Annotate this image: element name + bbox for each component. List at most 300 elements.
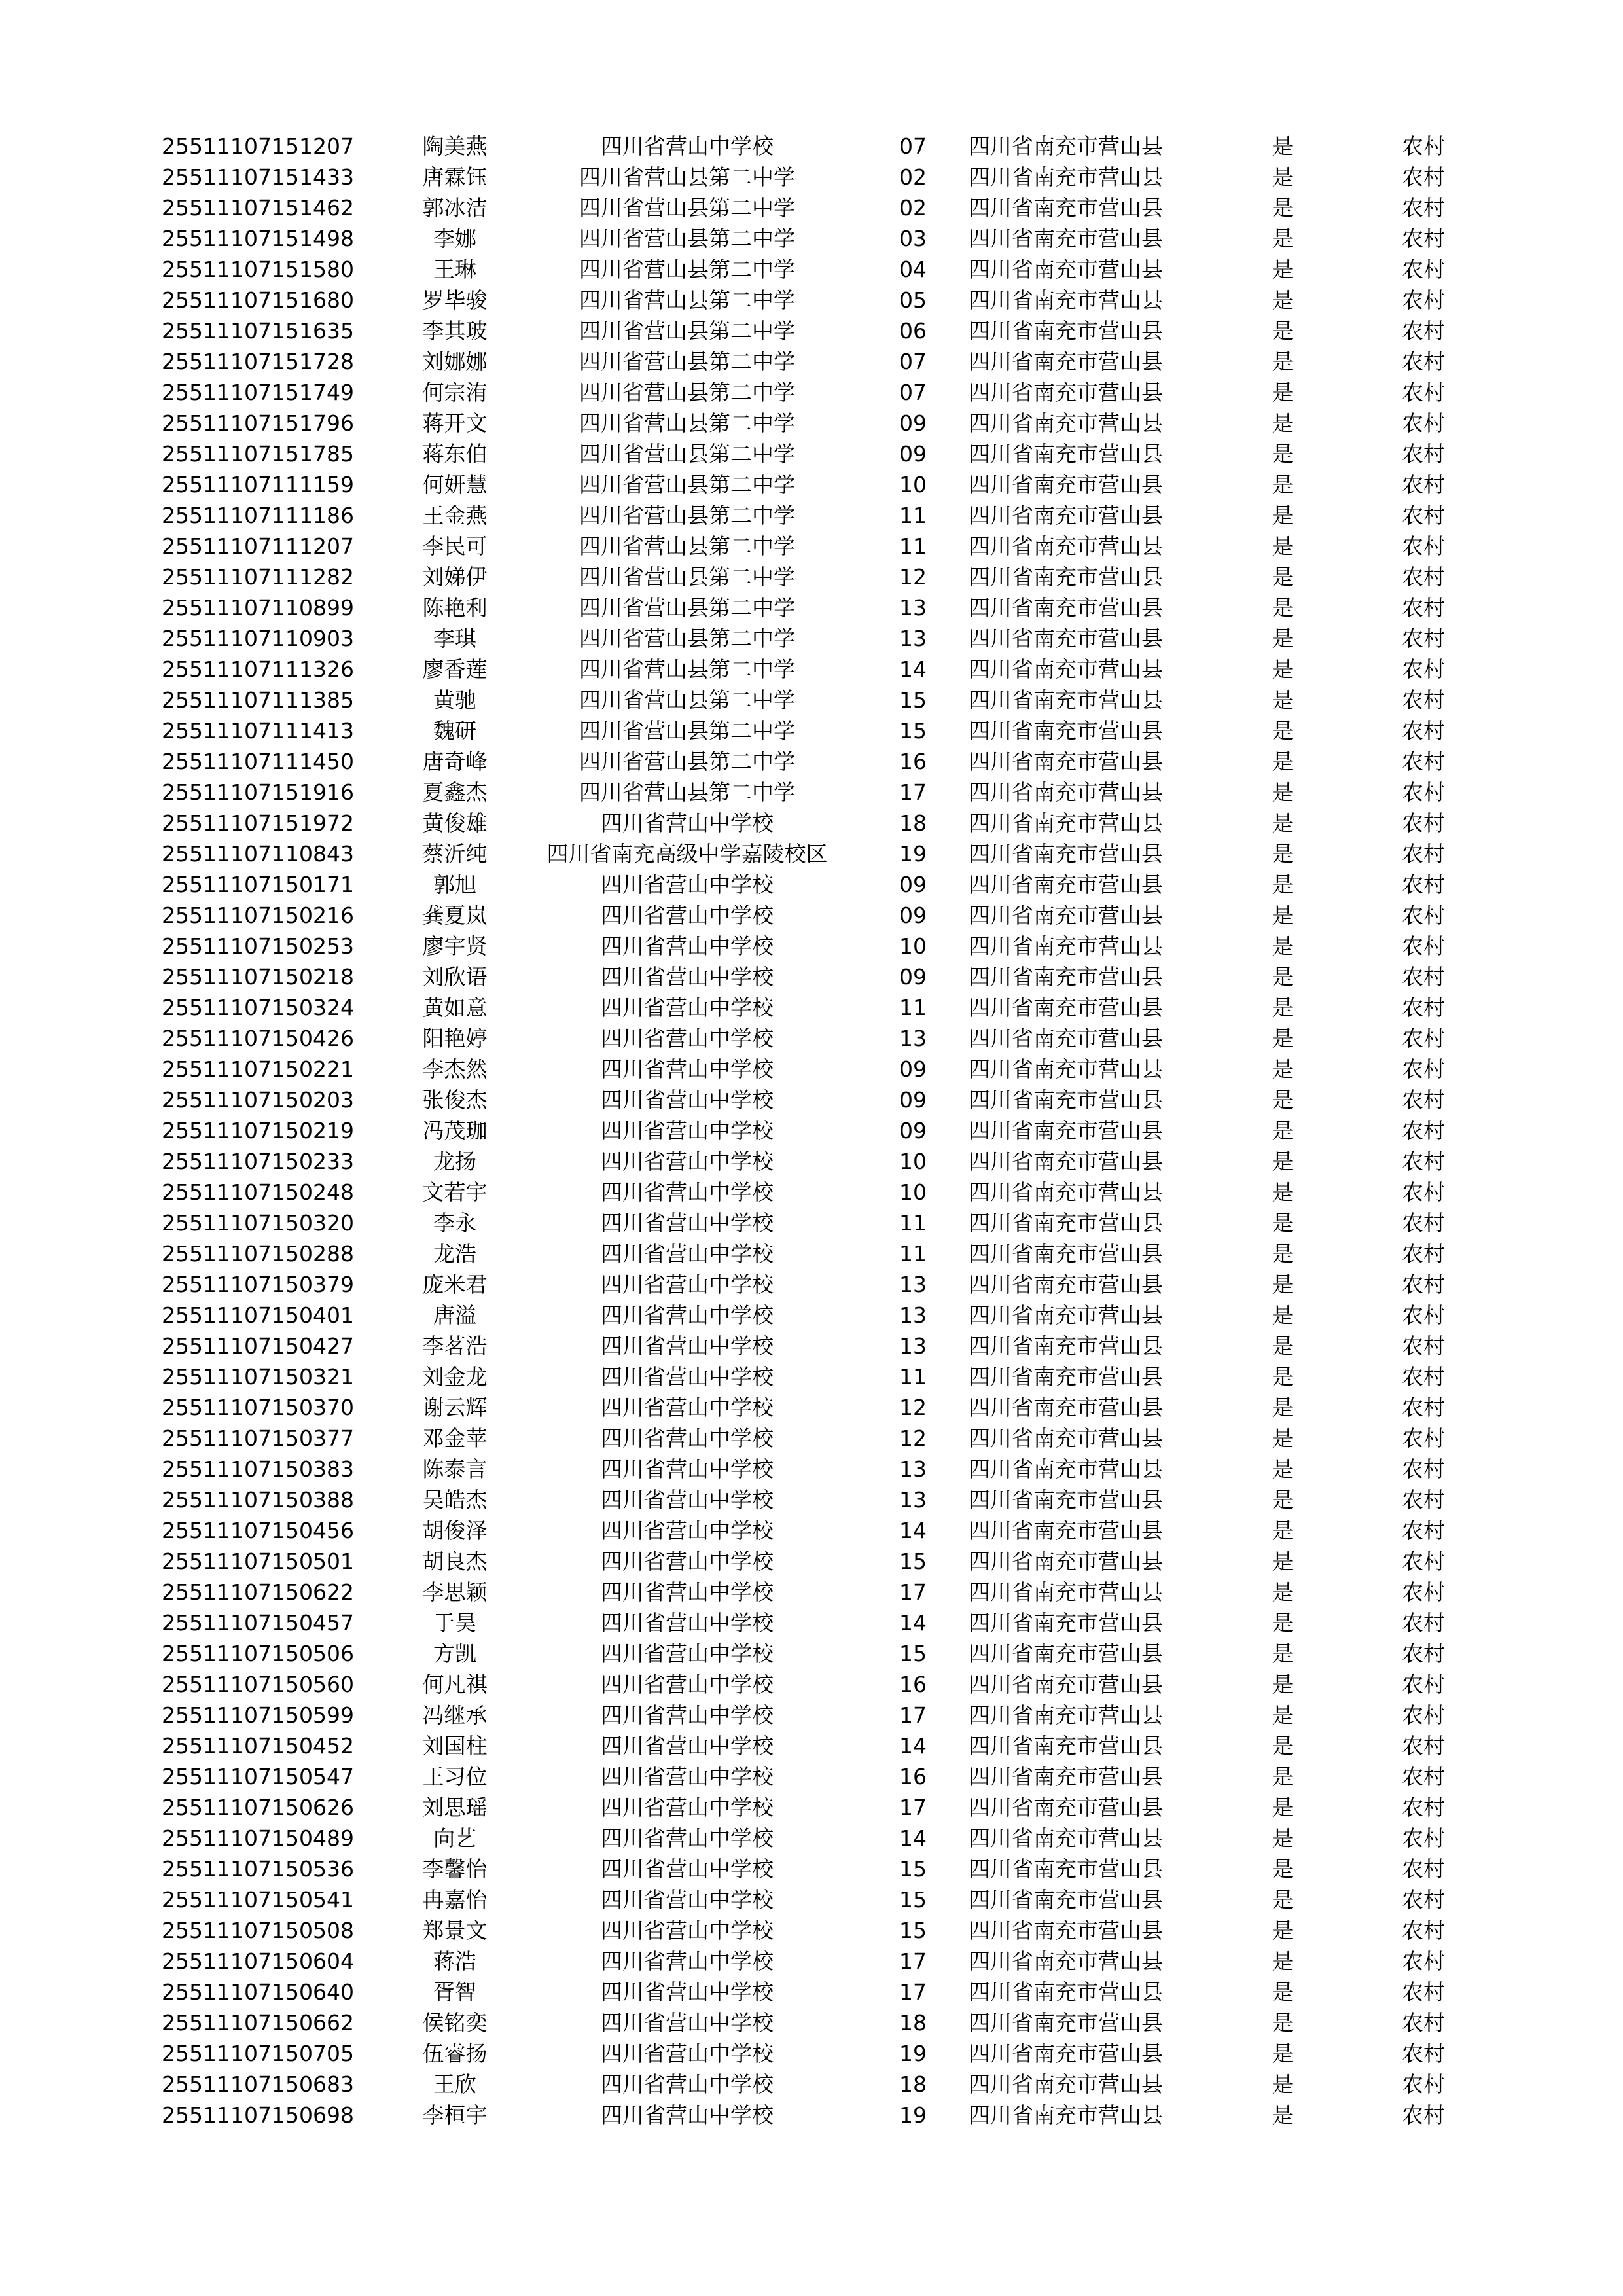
student-name-cell: 夏鑫杰 bbox=[422, 780, 488, 805]
area-type-cell: 农村 bbox=[1402, 1272, 1445, 1297]
table-row bbox=[0, 1392, 1623, 1423]
exam-id-cell: 25511107150457 bbox=[162, 1610, 354, 1636]
table-row bbox=[0, 1269, 1623, 1300]
school-cell: 四川省营山中学校 bbox=[601, 933, 774, 959]
student-name-cell: 邓金苹 bbox=[422, 1426, 488, 1451]
region-cell: 四川省南充市营山县 bbox=[969, 1426, 1163, 1451]
student-name-cell: 王金燕 bbox=[422, 503, 488, 528]
flag-cell: 是 bbox=[1272, 533, 1294, 559]
school-cell: 四川省营山县第二中学 bbox=[579, 687, 795, 713]
exam-id-cell: 25511107110899 bbox=[162, 595, 354, 620]
school-cell: 四川省营山中学校 bbox=[601, 1302, 774, 1328]
code-cell: 14 bbox=[899, 1733, 927, 1759]
student-name-cell: 冯茂珈 bbox=[422, 1118, 488, 1143]
flag-cell: 是 bbox=[1272, 2041, 1294, 2066]
region-cell: 四川省南充市营山县 bbox=[969, 1918, 1163, 1943]
region-cell: 四川省南充市营山县 bbox=[969, 1056, 1163, 1082]
flag-cell: 是 bbox=[1272, 1210, 1294, 1236]
area-type-cell: 农村 bbox=[1402, 749, 1445, 774]
code-cell: 09 bbox=[899, 410, 927, 436]
region-cell: 四川省南充市营山县 bbox=[969, 1149, 1163, 1174]
area-type-cell: 农村 bbox=[1402, 872, 1445, 897]
exam-id-cell: 25511107150379 bbox=[162, 1272, 354, 1297]
student-name-cell: 胥智 bbox=[433, 1979, 476, 2005]
flag-cell: 是 bbox=[1272, 841, 1294, 867]
area-type-cell: 农村 bbox=[1402, 1149, 1445, 1174]
area-type-cell: 农村 bbox=[1402, 1118, 1445, 1143]
area-type-cell: 农村 bbox=[1402, 933, 1445, 959]
code-cell: 13 bbox=[899, 1456, 927, 1482]
region-cell: 四川省南充市营山县 bbox=[969, 1272, 1163, 1297]
school-cell: 四川省营山县第二中学 bbox=[579, 380, 795, 405]
code-cell: 17 bbox=[899, 1795, 927, 1820]
student-name-cell: 廖宇贤 bbox=[422, 933, 488, 959]
student-name-cell: 王习位 bbox=[422, 1764, 488, 1789]
code-cell: 07 bbox=[899, 380, 927, 405]
school-cell: 四川省营山县第二中学 bbox=[579, 287, 795, 313]
table-row bbox=[0, 1915, 1623, 1946]
area-type-cell: 农村 bbox=[1402, 2072, 1445, 2097]
flag-cell: 是 bbox=[1272, 749, 1294, 774]
area-type-cell: 农村 bbox=[1402, 780, 1445, 805]
student-name-cell: 于昊 bbox=[433, 1610, 476, 1636]
exam-id-cell: 25511107150324 bbox=[162, 995, 354, 1020]
region-cell: 四川省南充市营山县 bbox=[969, 933, 1163, 959]
student-name-cell: 何凡祺 bbox=[422, 1672, 488, 1697]
student-name-cell: 刘欣语 bbox=[422, 964, 488, 990]
flag-cell: 是 bbox=[1272, 195, 1294, 221]
area-type-cell: 农村 bbox=[1402, 1426, 1445, 1451]
region-cell: 四川省南充市营山县 bbox=[969, 349, 1163, 374]
exam-id-cell: 25511107150233 bbox=[162, 1149, 354, 1174]
region-cell: 四川省南充市营山县 bbox=[969, 164, 1163, 190]
exam-id-cell: 25511107150401 bbox=[162, 1302, 354, 1328]
area-type-cell: 农村 bbox=[1402, 626, 1445, 651]
flag-cell: 是 bbox=[1272, 226, 1294, 251]
flag-cell: 是 bbox=[1272, 780, 1294, 805]
student-name-cell: 刘思瑶 bbox=[422, 1795, 488, 1820]
region-cell: 四川省南充市营山县 bbox=[969, 1210, 1163, 1236]
flag-cell: 是 bbox=[1272, 1549, 1294, 1574]
code-cell: 15 bbox=[899, 1918, 927, 1943]
area-type-cell: 农村 bbox=[1402, 533, 1445, 559]
school-cell: 四川省营山中学校 bbox=[601, 1518, 774, 1543]
exam-id-cell: 25511107150171 bbox=[162, 872, 354, 897]
area-type-cell: 农村 bbox=[1402, 1764, 1445, 1789]
flag-cell: 是 bbox=[1272, 964, 1294, 990]
flag-cell: 是 bbox=[1272, 810, 1294, 836]
area-type-cell: 农村 bbox=[1402, 1518, 1445, 1543]
flag-cell: 是 bbox=[1272, 287, 1294, 313]
code-cell: 11 bbox=[899, 995, 927, 1020]
student-name-cell: 李琪 bbox=[433, 626, 476, 651]
code-cell: 11 bbox=[899, 1210, 927, 1236]
table-row bbox=[0, 162, 1623, 192]
area-type-cell: 农村 bbox=[1402, 134, 1445, 159]
exam-id-cell: 25511107150501 bbox=[162, 1549, 354, 1574]
student-name-cell: 廖香莲 bbox=[422, 656, 488, 682]
student-name-cell: 龙浩 bbox=[433, 1241, 476, 1266]
flag-cell: 是 bbox=[1272, 1918, 1294, 1943]
school-cell: 四川省营山县第二中学 bbox=[579, 595, 795, 620]
school-cell: 四川省营山中学校 bbox=[601, 1795, 774, 1820]
student-name-cell: 罗毕骏 bbox=[422, 287, 488, 313]
student-name-cell: 侯铭奕 bbox=[422, 2010, 488, 2036]
student-name-cell: 黄俊雄 bbox=[422, 810, 488, 836]
flag-cell: 是 bbox=[1272, 1056, 1294, 1082]
exam-id-cell: 25511107111385 bbox=[162, 687, 354, 713]
area-type-cell: 农村 bbox=[1402, 841, 1445, 867]
code-cell: 13 bbox=[899, 595, 927, 620]
area-type-cell: 农村 bbox=[1402, 1948, 1445, 1974]
table-row bbox=[0, 1484, 1623, 1515]
school-cell: 四川省营山中学校 bbox=[601, 1456, 774, 1482]
flag-cell: 是 bbox=[1272, 1979, 1294, 2005]
area-type-cell: 农村 bbox=[1402, 687, 1445, 713]
table-row bbox=[0, 715, 1623, 746]
student-name-cell: 蔡沂纯 bbox=[422, 841, 488, 867]
region-cell: 四川省南充市营山县 bbox=[969, 1487, 1163, 1513]
flag-cell: 是 bbox=[1272, 318, 1294, 344]
student-name-cell: 胡俊泽 bbox=[422, 1518, 488, 1543]
school-cell: 四川省营山中学校 bbox=[601, 1179, 774, 1205]
student-name-cell: 魏研 bbox=[433, 718, 476, 744]
student-name-cell: 龙扬 bbox=[433, 1149, 476, 1174]
area-type-cell: 农村 bbox=[1402, 503, 1445, 528]
student-name-cell: 李娜 bbox=[433, 226, 476, 251]
flag-cell: 是 bbox=[1272, 1487, 1294, 1513]
school-cell: 四川省营山中学校 bbox=[601, 1948, 774, 1974]
exam-id-cell: 25511107150388 bbox=[162, 1487, 354, 1513]
table-row bbox=[0, 1854, 1623, 1884]
student-name-cell: 郭旭 bbox=[433, 872, 476, 897]
table-row bbox=[0, 1423, 1623, 1454]
school-cell: 四川省营山县第二中学 bbox=[579, 533, 795, 559]
table-row bbox=[0, 1300, 1623, 1331]
flag-cell: 是 bbox=[1272, 410, 1294, 436]
flag-cell: 是 bbox=[1272, 1333, 1294, 1359]
table-row bbox=[0, 1884, 1623, 1915]
table-row bbox=[0, 746, 1623, 777]
area-type-cell: 农村 bbox=[1402, 164, 1445, 190]
region-cell: 四川省南充市营山县 bbox=[969, 872, 1163, 897]
table-row bbox=[0, 808, 1623, 838]
student-name-cell: 唐奇峰 bbox=[422, 749, 488, 774]
code-cell: 02 bbox=[899, 195, 927, 221]
area-type-cell: 农村 bbox=[1402, 1302, 1445, 1328]
region-cell: 四川省南充市营山县 bbox=[969, 1795, 1163, 1820]
code-cell: 17 bbox=[899, 780, 927, 805]
region-cell: 四川省南充市营山县 bbox=[969, 533, 1163, 559]
exam-id-cell: 25511107150698 bbox=[162, 2102, 354, 2128]
code-cell: 13 bbox=[899, 1272, 927, 1297]
code-cell: 16 bbox=[899, 1764, 927, 1789]
area-type-cell: 农村 bbox=[1402, 441, 1445, 467]
code-cell: 13 bbox=[899, 1487, 927, 1513]
code-cell: 18 bbox=[899, 810, 927, 836]
code-cell: 10 bbox=[899, 1179, 927, 1205]
area-type-cell: 农村 bbox=[1402, 1456, 1445, 1482]
school-cell: 四川省营山县第二中学 bbox=[579, 164, 795, 190]
region-cell: 四川省南充市营山县 bbox=[969, 1702, 1163, 1728]
table-row bbox=[0, 1146, 1623, 1177]
region-cell: 四川省南充市营山县 bbox=[969, 1641, 1163, 1666]
school-cell: 四川省营山中学校 bbox=[601, 1364, 774, 1390]
code-cell: 15 bbox=[899, 1549, 927, 1574]
school-cell: 四川省营山中学校 bbox=[601, 1610, 774, 1636]
region-cell: 四川省南充市营山县 bbox=[969, 626, 1163, 651]
exam-id-cell: 25511107150452 bbox=[162, 1733, 354, 1759]
exam-id-cell: 25511107151785 bbox=[162, 441, 354, 467]
area-type-cell: 农村 bbox=[1402, 2041, 1445, 2066]
student-name-cell: 李杰然 bbox=[422, 1056, 488, 1082]
flag-cell: 是 bbox=[1272, 1179, 1294, 1205]
school-cell: 四川省营山中学校 bbox=[601, 1026, 774, 1051]
flag-cell: 是 bbox=[1272, 1887, 1294, 1912]
student-name-cell: 谢云辉 bbox=[422, 1395, 488, 1420]
exam-id-cell: 25511107151749 bbox=[162, 380, 354, 405]
exam-id-cell: 25511107151916 bbox=[162, 780, 354, 805]
flag-cell: 是 bbox=[1272, 1856, 1294, 1882]
school-cell: 四川省营山县第二中学 bbox=[579, 780, 795, 805]
region-cell: 四川省南充市营山县 bbox=[969, 1610, 1163, 1636]
school-cell: 四川省营山县第二中学 bbox=[579, 749, 795, 774]
exam-id-cell: 25511107111159 bbox=[162, 472, 354, 497]
school-cell: 四川省营山中学校 bbox=[601, 1395, 774, 1420]
area-type-cell: 农村 bbox=[1402, 656, 1445, 682]
region-cell: 四川省南充市营山县 bbox=[969, 810, 1163, 836]
area-type-cell: 农村 bbox=[1402, 995, 1445, 1020]
flag-cell: 是 bbox=[1272, 656, 1294, 682]
region-cell: 四川省南充市营山县 bbox=[969, 718, 1163, 744]
code-cell: 17 bbox=[899, 1579, 927, 1605]
table-row bbox=[0, 1823, 1623, 1854]
table-row bbox=[0, 285, 1623, 315]
area-type-cell: 农村 bbox=[1402, 2102, 1445, 2128]
code-cell: 07 bbox=[899, 349, 927, 374]
area-type-cell: 农村 bbox=[1402, 595, 1445, 620]
school-cell: 四川省营山中学校 bbox=[601, 1426, 774, 1451]
table-row bbox=[0, 900, 1623, 931]
table-row bbox=[0, 931, 1623, 961]
flag-cell: 是 bbox=[1272, 1395, 1294, 1420]
flag-cell: 是 bbox=[1272, 1364, 1294, 1390]
exam-id-cell: 25511107110903 bbox=[162, 626, 354, 651]
exam-id-cell: 25511107150383 bbox=[162, 1456, 354, 1482]
code-cell: 13 bbox=[899, 1026, 927, 1051]
code-cell: 10 bbox=[899, 933, 927, 959]
exam-id-cell: 25511107150426 bbox=[162, 1026, 354, 1051]
area-type-cell: 农村 bbox=[1402, 195, 1445, 221]
exam-id-cell: 25511107150203 bbox=[162, 1087, 354, 1113]
student-name-cell: 李民可 bbox=[422, 533, 488, 559]
table-row bbox=[0, 961, 1623, 992]
region-cell: 四川省南充市营山县 bbox=[969, 1364, 1163, 1390]
student-name-cell: 李桓宇 bbox=[422, 2102, 488, 2128]
school-cell: 四川省营山中学校 bbox=[601, 1272, 774, 1297]
table-row bbox=[0, 1607, 1623, 1638]
region-cell: 四川省南充市营山县 bbox=[969, 2041, 1163, 2066]
area-type-cell: 农村 bbox=[1402, 1056, 1445, 1082]
region-cell: 四川省南充市营山县 bbox=[969, 441, 1163, 467]
student-name-cell: 何宗洧 bbox=[422, 380, 488, 405]
school-cell: 四川省营山县第二中学 bbox=[579, 718, 795, 744]
code-cell: 14 bbox=[899, 656, 927, 682]
region-cell: 四川省南充市营山县 bbox=[969, 472, 1163, 497]
region-cell: 四川省南充市营山县 bbox=[969, 1241, 1163, 1266]
table-row bbox=[0, 315, 1623, 346]
region-cell: 四川省南充市营山县 bbox=[969, 257, 1163, 282]
table-row bbox=[0, 1946, 1623, 1977]
table-row bbox=[0, 685, 1623, 715]
area-type-cell: 农村 bbox=[1402, 1395, 1445, 1420]
exam-id-cell: 25511107150216 bbox=[162, 903, 354, 928]
exam-id-cell: 25511107151580 bbox=[162, 257, 354, 282]
flag-cell: 是 bbox=[1272, 903, 1294, 928]
code-cell: 18 bbox=[899, 2072, 927, 2097]
school-cell: 四川省营山中学校 bbox=[601, 903, 774, 928]
school-cell: 四川省营山中学校 bbox=[601, 964, 774, 990]
flag-cell: 是 bbox=[1272, 1702, 1294, 1728]
school-cell: 四川省营山县第二中学 bbox=[579, 318, 795, 344]
student-name-cell: 阳艳婷 bbox=[422, 1026, 488, 1051]
region-cell: 四川省南充市营山县 bbox=[969, 841, 1163, 867]
school-cell: 四川省营山中学校 bbox=[601, 2072, 774, 2097]
flag-cell: 是 bbox=[1272, 134, 1294, 159]
flag-cell: 是 bbox=[1272, 1610, 1294, 1636]
flag-cell: 是 bbox=[1272, 1456, 1294, 1482]
school-cell: 四川省营山县第二中学 bbox=[579, 349, 795, 374]
code-cell: 19 bbox=[899, 2041, 927, 2066]
area-type-cell: 农村 bbox=[1402, 1487, 1445, 1513]
exam-id-cell: 25511107150456 bbox=[162, 1518, 354, 1543]
school-cell: 四川省营山中学校 bbox=[601, 134, 774, 159]
region-cell: 四川省南充市营山县 bbox=[969, 749, 1163, 774]
area-type-cell: 农村 bbox=[1402, 1672, 1445, 1697]
code-cell: 16 bbox=[899, 1672, 927, 1697]
flag-cell: 是 bbox=[1272, 933, 1294, 959]
school-cell: 四川省营山县第二中学 bbox=[579, 564, 795, 590]
area-type-cell: 农村 bbox=[1402, 1364, 1445, 1390]
flag-cell: 是 bbox=[1272, 1825, 1294, 1851]
code-cell: 10 bbox=[899, 1149, 927, 1174]
table-row bbox=[0, 346, 1623, 377]
exam-id-cell: 25511107150547 bbox=[162, 1764, 354, 1789]
exam-id-cell: 25511107151680 bbox=[162, 287, 354, 313]
region-cell: 四川省南充市营山县 bbox=[969, 1825, 1163, 1851]
area-type-cell: 农村 bbox=[1402, 410, 1445, 436]
student-name-cell: 何妍慧 bbox=[422, 472, 488, 497]
region-cell: 四川省南充市营山县 bbox=[969, 1179, 1163, 1205]
student-name-cell: 陈泰言 bbox=[422, 1456, 488, 1482]
region-cell: 四川省南充市营山县 bbox=[969, 2072, 1163, 2097]
area-type-cell: 农村 bbox=[1402, 1610, 1445, 1636]
flag-cell: 是 bbox=[1272, 1241, 1294, 1266]
table-row bbox=[0, 500, 1623, 531]
school-cell: 四川省营山中学校 bbox=[601, 1241, 774, 1266]
flag-cell: 是 bbox=[1272, 2072, 1294, 2097]
table-row bbox=[0, 1054, 1623, 1085]
table-row bbox=[0, 838, 1623, 869]
code-cell: 13 bbox=[899, 1302, 927, 1328]
code-cell: 07 bbox=[899, 134, 927, 159]
school-cell: 四川省营山县第二中学 bbox=[579, 226, 795, 251]
table-row bbox=[0, 377, 1623, 408]
student-name-cell: 唐溢 bbox=[433, 1302, 476, 1328]
flag-cell: 是 bbox=[1272, 1579, 1294, 1605]
code-cell: 18 bbox=[899, 2010, 927, 2036]
code-cell: 11 bbox=[899, 1241, 927, 1266]
school-cell: 四川省营山县第二中学 bbox=[579, 195, 795, 221]
exam-id-cell: 25511107151728 bbox=[162, 349, 354, 374]
school-cell: 四川省营山中学校 bbox=[601, 1641, 774, 1666]
area-type-cell: 农村 bbox=[1402, 1333, 1445, 1359]
table-row bbox=[0, 869, 1623, 900]
student-name-cell: 陈艳利 bbox=[422, 595, 488, 620]
area-type-cell: 农村 bbox=[1402, 287, 1445, 313]
area-type-cell: 农村 bbox=[1402, 1026, 1445, 1051]
flag-cell: 是 bbox=[1272, 503, 1294, 528]
flag-cell: 是 bbox=[1272, 472, 1294, 497]
region-cell: 四川省南充市营山县 bbox=[969, 1302, 1163, 1328]
region-cell: 四川省南充市营山县 bbox=[969, 995, 1163, 1020]
flag-cell: 是 bbox=[1272, 1426, 1294, 1451]
table-row bbox=[0, 223, 1623, 254]
code-cell: 19 bbox=[899, 841, 927, 867]
code-cell: 16 bbox=[899, 749, 927, 774]
flag-cell: 是 bbox=[1272, 1764, 1294, 1789]
region-cell: 四川省南充市营山县 bbox=[969, 134, 1163, 159]
table-row bbox=[0, 1977, 1623, 2007]
flag-cell: 是 bbox=[1272, 1026, 1294, 1051]
table-row bbox=[0, 1177, 1623, 1208]
region-cell: 四川省南充市营山县 bbox=[969, 564, 1163, 590]
student-name-cell: 刘国柱 bbox=[422, 1733, 488, 1759]
flag-cell: 是 bbox=[1272, 995, 1294, 1020]
exam-id-cell: 25511107151498 bbox=[162, 226, 354, 251]
exam-id-cell: 25511107150599 bbox=[162, 1702, 354, 1728]
exam-id-cell: 25511107150377 bbox=[162, 1426, 354, 1451]
area-type-cell: 农村 bbox=[1402, 318, 1445, 344]
exam-id-cell: 25511107150622 bbox=[162, 1579, 354, 1605]
student-name-cell: 刘金龙 bbox=[422, 1364, 488, 1390]
exam-id-cell: 25511107150506 bbox=[162, 1641, 354, 1666]
table-row bbox=[0, 1023, 1623, 1054]
table-row bbox=[0, 992, 1623, 1023]
flag-cell: 是 bbox=[1272, 564, 1294, 590]
table-row bbox=[0, 2038, 1623, 2069]
school-cell: 四川省营山中学校 bbox=[601, 1579, 774, 1605]
region-cell: 四川省南充市营山县 bbox=[969, 1518, 1163, 1543]
area-type-cell: 农村 bbox=[1402, 2010, 1445, 2036]
region-cell: 四川省南充市营山县 bbox=[969, 226, 1163, 251]
area-type-cell: 农村 bbox=[1402, 226, 1445, 251]
student-name-cell: 冉嘉怡 bbox=[422, 1887, 488, 1912]
area-type-cell: 农村 bbox=[1402, 1549, 1445, 1574]
code-cell: 09 bbox=[899, 441, 927, 467]
exam-id-cell: 25511107150640 bbox=[162, 1979, 354, 2005]
school-cell: 四川省营山县第二中学 bbox=[579, 656, 795, 682]
table-row bbox=[0, 592, 1623, 623]
school-cell: 四川省营山中学校 bbox=[601, 1702, 774, 1728]
student-name-cell: 文若宇 bbox=[422, 1179, 488, 1205]
area-type-cell: 农村 bbox=[1402, 903, 1445, 928]
area-type-cell: 农村 bbox=[1402, 1918, 1445, 1943]
school-cell: 四川省营山中学校 bbox=[601, 995, 774, 1020]
school-cell: 四川省营山中学校 bbox=[601, 1672, 774, 1697]
school-cell: 四川省营山中学校 bbox=[601, 1056, 774, 1082]
student-name-cell: 王琳 bbox=[433, 257, 476, 282]
